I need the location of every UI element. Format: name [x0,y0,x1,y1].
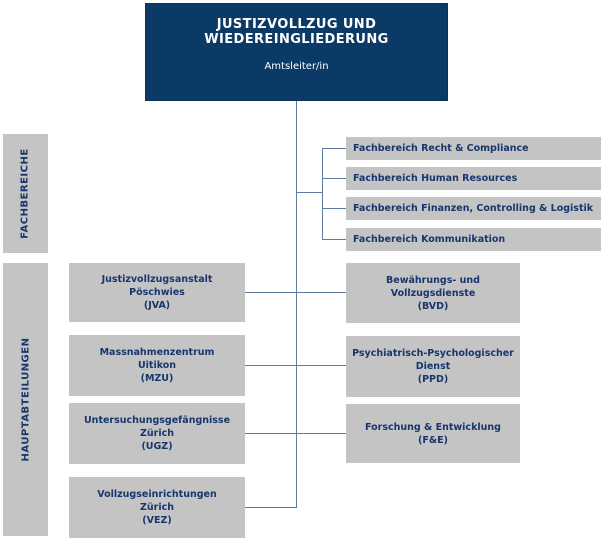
hauptabteilung-jva-box [69,263,245,322]
ppd-line2: Dienst [415,361,451,372]
mzu-line1: Massnahmenzentrum [99,347,215,358]
fachbereiche-label-text: FACHBEREICHE [20,148,31,239]
connector-fachbereich-3-stub [322,208,346,209]
fe-line1: Forschung & Entwicklung [365,421,501,433]
jva-line1: Justizvollzugsanstalt [101,274,213,285]
fe-abbr: (F&E) [418,434,448,446]
fachbereich-recht-compliance-box [346,137,601,160]
mzu-abbr: (MZU) [140,373,174,384]
bvd-abbr: (BVD) [417,300,449,312]
root-subtitle: Amtsleiter/in [264,61,329,72]
hauptabteilung-vez-box [69,477,245,538]
hauptabteilung-ppd-box [346,336,520,397]
vez-line1: Vollzugseinrichtungen [97,489,217,500]
connector-row-3-horizontal [245,433,346,434]
vez-line2: Zürich [140,502,174,513]
root-title-line2: WIEDEREINGLIEDERUNG [204,32,389,47]
section-label-hauptabteilungen [3,263,48,536]
bvd-line2: Vollzugsdienste [390,287,476,299]
fachbereich-finanzen-controlling-logistik-box [346,197,601,220]
root-title [146,17,447,47]
hauptabteilungen-label-text: HAUPTABTEILUNGEN [20,337,32,462]
hauptabteilung-bvd-box [346,263,520,323]
hauptabteilung-mzu-box [69,335,245,396]
fachbereich-kommunikation-label: Fachbereich Kommunikation [353,234,506,245]
fachbereich-kommunikation-box [346,228,601,251]
ppd-abbr: (PPD) [417,374,449,385]
root-box [145,3,448,101]
ppd-line1: Psychiatrisch-Psychologischer [352,348,514,359]
connector-fachbereich-1-stub [322,148,346,149]
ugz-line1: Untersuchungsgefängnisse [83,415,231,426]
connector-fachbereiche-branch-horizontal [296,192,323,193]
hauptabteilung-fe-box [346,404,520,463]
connector-fachbereich-4-stub [322,239,346,240]
connector-fachbereiche-branch-vertical [322,148,323,240]
connector-trunk-vertical [296,101,297,507]
root-title-line1: JUSTIZVOLLZUG UND [216,17,377,32]
hauptabteilung-ugz-box [69,403,245,464]
fachbereich-recht-compliance-label: Fachbereich Recht & Compliance [353,143,529,154]
ugz-abbr: (UGZ) [141,441,173,452]
ugz-line2: Zürich [140,428,174,439]
section-label-fachbereiche [3,134,48,253]
jva-abbr: (JVA) [143,300,171,311]
bvd-line1: Bewährungs- und [386,274,480,286]
fachbereich-human-resources-box [346,167,601,190]
connector-row-4-horizontal [245,507,297,508]
connector-row-1-horizontal [245,292,346,293]
mzu-line2: Uitikon [137,360,177,371]
jva-line2: Pöschwies [129,287,185,298]
fachbereich-human-resources-label: Fachbereich Human Resources [353,173,518,184]
vez-abbr: (VEZ) [142,515,172,526]
connector-row-2-horizontal [245,365,346,366]
connector-fachbereich-2-stub [322,178,346,179]
fachbereich-finanzen-controlling-logistik-label: Fachbereich Finanzen, Controlling & Logistik [353,203,594,214]
